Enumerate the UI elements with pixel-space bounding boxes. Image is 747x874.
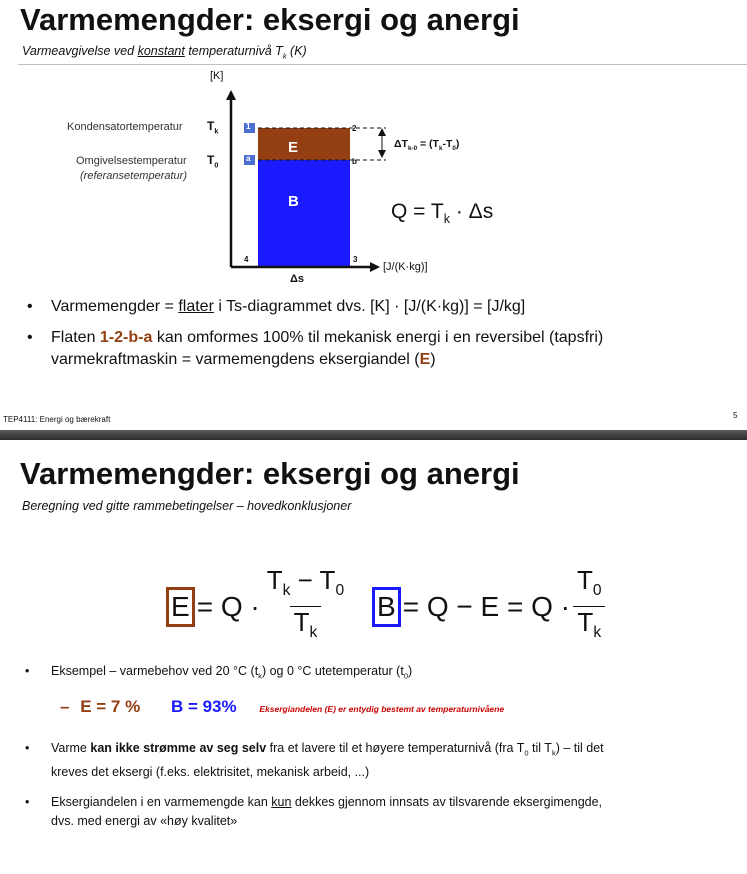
bullet-1 xyxy=(27,296,526,318)
subtitle-unit: (K) xyxy=(286,44,307,58)
formula-q xyxy=(391,200,493,226)
bullet-2-pre: Flaten xyxy=(51,329,100,346)
delta-t-post: = (T xyxy=(417,138,439,150)
bullet-1-post: i Ts-diagrammet dvs. [K] · [J/(K·kg)] = [J/kg] xyxy=(213,298,526,315)
bullet-2-line2-post: ) xyxy=(430,351,436,368)
bullet-heat-mid: til T xyxy=(528,741,552,755)
bullet-share-pre: Eksergiandelen i en varmemengde kan xyxy=(51,795,272,809)
symbol-t0 xyxy=(207,153,218,169)
result-dash: – xyxy=(60,697,70,716)
equation-exergy xyxy=(166,565,351,648)
eq2-numerator xyxy=(573,565,606,606)
eq1-fraction xyxy=(263,565,348,648)
bullet-dot: • xyxy=(27,298,33,315)
bullet-dot: • xyxy=(25,741,30,755)
bullet-1-pre: Varmemengder = xyxy=(51,298,179,315)
y-axis-unit: [K] xyxy=(210,70,224,82)
bullet-exergy-share xyxy=(25,793,603,831)
bullet-share-underlined: kun xyxy=(271,795,292,809)
eq1-num-minus: − T xyxy=(290,565,336,595)
subtitle-text: Varmeavgivelse ved xyxy=(22,44,138,58)
result-line xyxy=(60,697,504,717)
bullet-example xyxy=(25,662,413,686)
equation-anergy xyxy=(372,565,609,648)
bullet-dot: • xyxy=(25,664,30,678)
eq1-num-sub-0: 0 xyxy=(335,582,345,600)
eq1-den-t: T xyxy=(293,607,310,638)
eq2-num-t: T xyxy=(576,565,593,595)
label-condenser: Kondensatortemperatur xyxy=(67,121,183,133)
symbol-tk-sub: k xyxy=(214,126,219,136)
delta-t-end: ) xyxy=(455,138,460,150)
symbol-t0-sub: 0 xyxy=(214,160,219,170)
label-reference: (referansetemperatur) xyxy=(80,170,187,182)
exergy-area xyxy=(258,128,350,160)
delta-t-sub: k-0 xyxy=(407,145,418,153)
bullet-heat-end: ) – til det xyxy=(555,741,604,755)
symbol-tk-t: T xyxy=(207,119,215,133)
anergy-area xyxy=(258,160,350,267)
eq1-numerator xyxy=(263,565,348,606)
point-3: 3 xyxy=(353,255,358,264)
bullet-dot: • xyxy=(25,795,30,809)
slide-2 xyxy=(0,440,747,874)
area-e-label: E xyxy=(288,139,299,156)
formula-q-sub: k xyxy=(443,212,451,227)
eq1-equals: = Q · xyxy=(196,590,260,622)
bullet-heat-sub-1: 0 xyxy=(524,748,529,758)
delta-t-sub-0: 0 xyxy=(452,145,456,153)
bullet-2-line2-bold: E xyxy=(419,351,431,368)
box-e: E xyxy=(166,587,195,627)
eq2-den-sub: k xyxy=(593,624,602,642)
footer-course: TEP4111: Energi og bærekraft xyxy=(3,415,111,424)
page-number: 5 xyxy=(733,411,738,420)
delta-t-mid: -T xyxy=(442,138,453,150)
bullet-2-bold: 1-2-b-a xyxy=(99,329,153,346)
bullet-heat-pre: Varme xyxy=(51,741,91,755)
symbol-t0-t: T xyxy=(207,153,215,167)
bullet-2-line2-pre: varmekraftmaskin = varmemengdens eksergiandel ( xyxy=(51,351,420,368)
slide-separator xyxy=(0,430,747,440)
eq2-rest: = Q − E = Q · xyxy=(402,590,570,622)
area-b-label: B xyxy=(288,193,299,210)
symbol-tk xyxy=(207,119,218,135)
slide-1 xyxy=(0,0,747,430)
eq2-num-sub: 0 xyxy=(592,582,602,600)
slide-subtitle: Beregning ved gitte rammebetingelser – hovedkonklusjoner xyxy=(22,499,352,513)
delta-t-label xyxy=(394,138,459,152)
bullet-example-pre: Eksempel – varmebehov ved 20 °C (t xyxy=(51,664,259,678)
bullet-dot: • xyxy=(27,329,33,346)
point-4: 4 xyxy=(244,255,249,264)
bullet-heat-post: fra et lavere til et høyere temperaturnivå (fra T xyxy=(266,741,525,755)
eq2-denominator xyxy=(573,606,605,648)
title-rule xyxy=(18,64,747,65)
bullet-2 xyxy=(27,327,604,371)
box-b: B xyxy=(372,587,401,627)
eq2-fraction xyxy=(573,565,606,648)
exergy-note: Eksergiandelen (E) er entydig bestemt av temperaturnivåene xyxy=(259,704,505,714)
eq1-num-t: T xyxy=(266,565,283,595)
bullet-example-sub-1: k xyxy=(258,671,262,681)
anergy-value: B = 93% xyxy=(170,697,237,716)
bullet-example-sub-2: 0 xyxy=(403,671,408,681)
subtitle-underlined: konstant xyxy=(137,44,185,58)
eq1-num-sub-k: k xyxy=(282,582,291,600)
bullet-heat-line2: kreves det eksergi (f.eks. elektrisitet, mekanisk arbeid, ...) xyxy=(51,764,370,779)
bullet-2-post: kan omformes 100% til mekanisk energi i en reversibel (tapsfri) xyxy=(152,329,604,346)
formula-q-post: · Δs xyxy=(450,200,494,223)
bullet-example-mid: ) og 0 °C utetemperatur (t xyxy=(261,664,404,678)
label-ambient: Omgivelsestemperatur xyxy=(76,155,187,167)
bullet-share-post: dekkes gjennom innsats av tilsvarende eksergimengde, xyxy=(291,795,603,809)
slide-subtitle xyxy=(22,44,307,61)
bullet-heat-bold: kan ikke strømme av seg selv xyxy=(90,741,267,755)
delta-s-label: Δs xyxy=(290,273,305,285)
point-2: 2 xyxy=(352,124,357,133)
bullet-example-end: ) xyxy=(407,664,413,678)
point-a: a xyxy=(246,154,251,163)
x-axis-unit: [J/(K·kg)] xyxy=(383,261,428,273)
delta-t-sub-k: k xyxy=(438,145,443,153)
bullet-1-underlined: flater xyxy=(178,298,214,315)
subtitle-sub: k xyxy=(282,51,287,61)
slide-title: Varmemengder: eksergi og anergi xyxy=(20,2,520,37)
exergy-value: E = 7 % xyxy=(80,697,141,716)
point-b: b xyxy=(352,157,357,166)
bullet-heat-sub-2: k xyxy=(551,748,556,758)
subtitle-text-2: temperaturnivå T xyxy=(184,44,283,58)
eq1-den-sub: k xyxy=(309,624,318,642)
bullet-heat-flow xyxy=(25,739,604,782)
bullet-share-line2: dvs. med energi av «høy kvalitet» xyxy=(51,814,238,828)
eq1-denominator xyxy=(290,606,322,648)
point-1: 1 xyxy=(246,122,251,131)
delta-t-pre: ΔT xyxy=(394,138,408,150)
eq2-den-t: T xyxy=(577,607,594,638)
formula-q-pre: Q = T xyxy=(391,200,444,223)
slide-title: Varmemengder: eksergi og anergi xyxy=(20,456,520,491)
